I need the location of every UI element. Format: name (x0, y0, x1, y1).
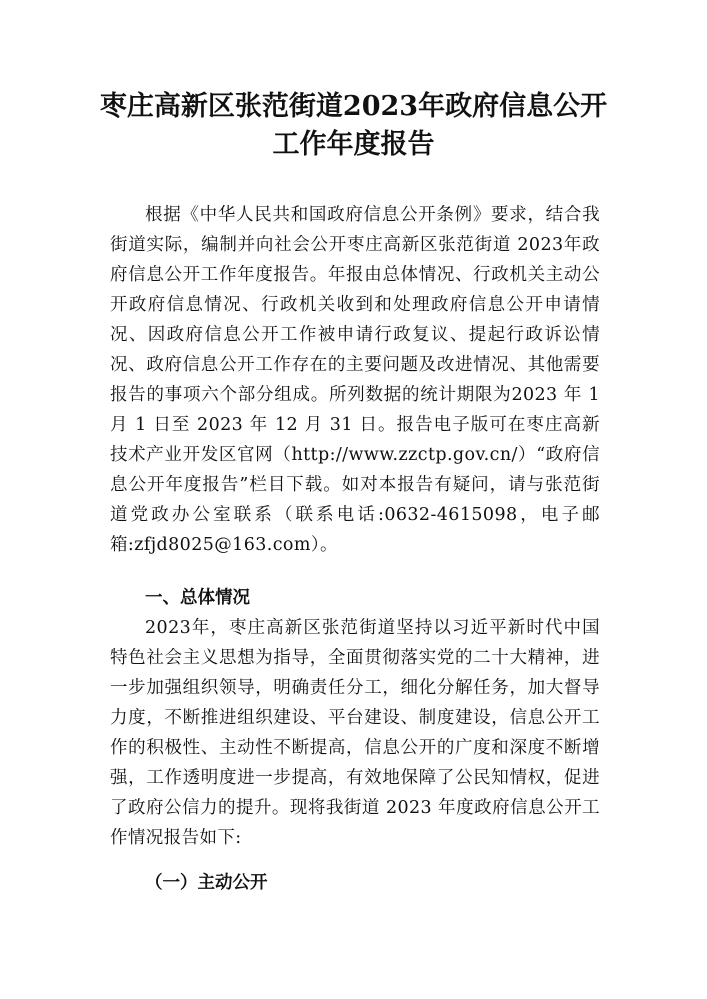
overview-paragraph: 2023年，枣庄高新区张范街道坚持以习近平新时代中国特色社会主义思想为指导，全面贯彻落实党的二十大精神，进一步加强组织领导，明确责任分工，细化分解任务，加大督导力度，不断推进组织建设、平台建设、制度建设，信息公开工作的积极性、主动性不断提高，信息公开的广度和深度不断增强，工作透明度进一步提高，有效地保障了公民知情权，促进了政府公信力的提升。现将我街道 2023 年度政府信息公开工作情况报告如下: (110, 618, 600, 848)
subsection-heading-proactive-disclosure: （一）主动公开 (145, 873, 268, 893)
document-title-line-2: 工作年度报告 (272, 129, 435, 160)
document-title-line-1: 枣庄高新区张范街道2023年政府信息公开 (99, 91, 608, 122)
section-heading-overview: 一、总体情况 (145, 588, 250, 608)
intro-paragraph: 根据《中华人民共和国政府信息公开条例》要求，结合我街道实际，编制并向社会公开枣庄高新区张范街道 2023年政府信息公开工作年度报告。年报由总体情况、行政机关主动公开政府信息情况、行政机关收到和处理政府信息公开申请情况、因政府信息公开工作被申请行政复议、提起行政诉讼情况、政府信息公开工作存在的主要问题及改进情况、其他需要报告的事项六个部分组成。所列数据的统计期限为2023 年 1 月 1 日至 2023 年 12 月 31 日。报告电子版可在枣庄高新技术产业开发区官网（http://www.zzctp.gov.cn/）“政府信息公开年度报告”栏目下载。如对本报告有疑问，请与张范街道党政办公室联系（联系电话:0632-4615098，电子邮箱:zfjd8025@163.com）。 (110, 205, 600, 555)
